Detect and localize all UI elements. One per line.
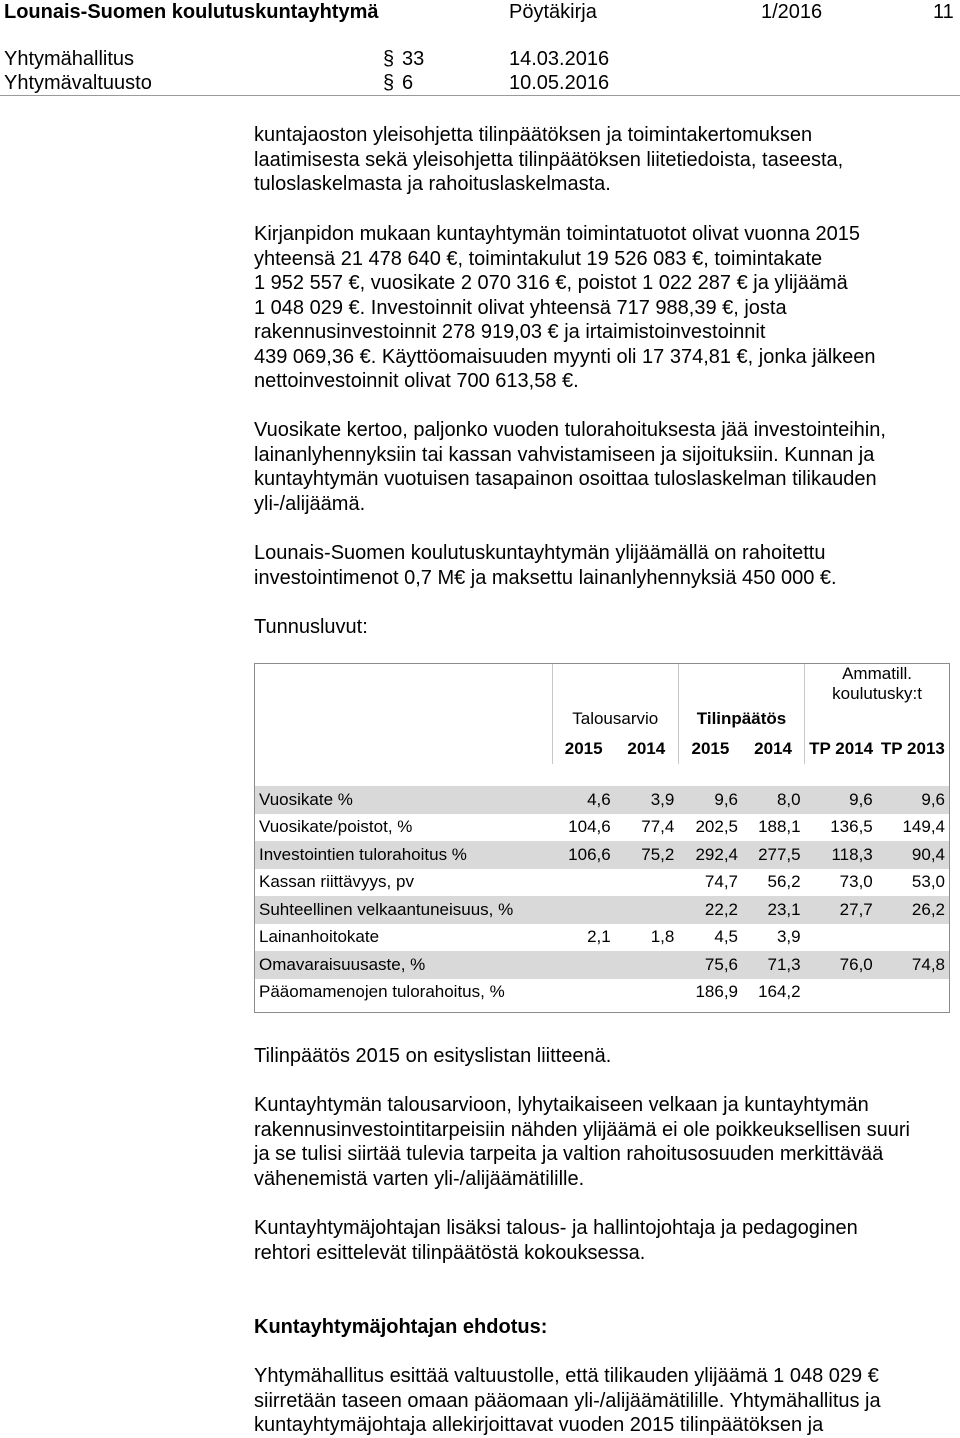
row-value <box>877 924 949 952</box>
text-line: yli-/alijäämä. <box>254 492 366 515</box>
header-body-1: Yhtymähallitus <box>4 48 135 70</box>
section-sign-1: § <box>383 48 395 70</box>
row-value: 149,4 <box>902 817 945 837</box>
row-value: 9,6 <box>805 786 877 814</box>
text-line: kuntayhtymäjohtaja allekirjoittavat vuoden 2015 tilinpäätöksen ja <box>254 1414 824 1436</box>
vocational-header-line: Ammatill. <box>842 664 912 683</box>
row-value: 56,2 <box>767 872 801 892</box>
text-line: rakennusinvestoinnit 278 919,03 € ja irtaimistoinvestoinnit <box>254 321 766 343</box>
row-value: 23,1 <box>742 896 805 924</box>
paragraph-surplus-usage <box>254 541 954 590</box>
page-number: 11 <box>933 1 954 23</box>
row-value: 22,2 <box>678 896 742 924</box>
row-label: Omavaraisuusaste, % <box>255 951 552 979</box>
paragraph-guidelines <box>254 123 954 197</box>
text-line: vähenemistä varten yli-/alijäämätilille. <box>254 1167 585 1190</box>
row-value: 104,6 <box>568 817 611 837</box>
row-label: Lainanhoitokate <box>259 927 380 947</box>
section-number-2: 6 <box>402 72 414 94</box>
vocational-header <box>805 664 949 704</box>
row-value: 53,0 <box>911 872 945 892</box>
year-header: TP 2014 <box>805 734 877 764</box>
row-value: 4,6 <box>552 786 615 814</box>
row-value <box>615 979 679 1007</box>
table-head-blank <box>805 704 949 734</box>
table-row <box>255 924 949 952</box>
row-value: 74,7 <box>704 872 739 892</box>
text-line: Lounais-Suomen koulutuskuntayhtymän ylijäämällä on rahoitettu <box>254 542 826 564</box>
row-value: 136,5 <box>830 817 873 837</box>
row-value <box>615 869 679 897</box>
text-line: laatimisesta sekä yleisohjetta tilinpäätöksen liitetiedoista, taseesta, <box>254 148 844 171</box>
text-line: tuloslaskelmasta ja rahoituslaskelmasta. <box>254 173 611 195</box>
year-header: TP 2013 <box>877 734 949 764</box>
document-number: 1/2016 <box>761 1 823 23</box>
row-value: 75,6 <box>678 951 742 979</box>
document-type: Pöytäkirja <box>509 1 597 23</box>
text-line: investointimenot 0,7 M€ ja maksettu lainanlyhennyksiä 450 000 €. <box>254 566 837 589</box>
table-head-blank <box>678 664 742 704</box>
table-corner <box>255 704 552 734</box>
row-value <box>615 896 679 924</box>
row-value: 186,9 <box>695 982 739 1002</box>
row-value: 75,2 <box>615 841 679 869</box>
row-value <box>805 979 877 1007</box>
key-figures-table <box>254 663 950 1013</box>
meeting-date-2: 10.05.2016 <box>509 72 610 94</box>
proposal-heading: Kuntayhtymäjohtajan ehdotus: <box>254 1316 548 1338</box>
paragraph-proposal <box>254 1364 954 1438</box>
row-label: Vuosikate/poistot, % <box>259 817 413 837</box>
table-corner <box>255 734 552 764</box>
text-line: nettoinvestoinnit olivat 700 613,58 €. <box>254 370 579 392</box>
text-line: 1 048 029 €. Investoinnit olivat yhteensä 717 988,39 €, josta <box>254 296 787 319</box>
row-value: 3,9 <box>776 927 801 947</box>
row-value: 164,2 <box>758 982 801 1002</box>
table-corner <box>255 664 552 704</box>
row-value: 74,8 <box>877 951 949 979</box>
year-header: 2015 <box>678 734 742 764</box>
row-value: 2,1 <box>587 927 611 947</box>
row-value: 27,7 <box>805 896 877 924</box>
row-value <box>552 896 615 924</box>
paragraph-attachment-note <box>254 1044 954 1069</box>
header-divider <box>0 95 960 96</box>
table-row <box>255 979 949 1007</box>
row-value: 277,5 <box>742 841 805 869</box>
row-value: 9,6 <box>877 786 949 814</box>
text-line: kuntayhtymän vuotuisen tasapainon osoittaa tuloslaskelman tilikauden <box>254 468 877 490</box>
paragraph-annual-margin <box>254 418 954 516</box>
row-value: 106,6 <box>552 841 615 869</box>
text-line: kuntajaoston yleisohjetta tilinpäätöksen ja toimintakertomuksen <box>254 124 813 146</box>
organization-name: Lounais-Suomen koulutuskuntayhtymä <box>4 1 379 23</box>
table-head-blank <box>552 664 615 704</box>
section-sign-2: § <box>383 72 395 94</box>
row-value: 1,8 <box>650 927 675 947</box>
table-head-blank <box>742 664 805 704</box>
row-value: 71,3 <box>742 951 805 979</box>
row-label: Kassan riittävyys, pv <box>259 872 414 892</box>
row-value: 9,6 <box>678 786 742 814</box>
table-row <box>255 869 949 897</box>
table-row <box>255 841 949 869</box>
row-value <box>552 951 615 979</box>
year-header: 2014 <box>615 734 679 764</box>
row-value: 77,4 <box>641 817 675 837</box>
table-row <box>255 814 949 842</box>
text-line: Kuntayhtymäjohtajan lisäksi talous- ja hallintojohtaja ja pedagoginen <box>254 1217 858 1239</box>
header-body-2: Yhtymävaltuusto <box>4 72 152 94</box>
row-label: Pääomamenojen tulorahoitus, % <box>259 982 505 1002</box>
row-value: 118,3 <box>805 841 877 869</box>
text-line: 439 069,36 €. Käyttöomaisuuden myynti oli 17 374,81 €, jonka jälkeen <box>254 345 876 368</box>
table-row <box>255 786 949 814</box>
year-header: 2014 <box>742 734 805 764</box>
meeting-date-1: 14.03.2016 <box>509 48 610 70</box>
row-value: 188,1 <box>758 817 801 837</box>
section-number-1: 33 <box>402 48 425 70</box>
text-line: lainanlyhennyksiin tai kassan vahvistamiseen ja sijoituksiin. Kunnan ja <box>254 443 875 466</box>
text-line: rakennusinvestointitarpeisiin nähden ylijäämä ei ole poikkeuksellisen suuri <box>254 1118 910 1141</box>
text-line: Tunnusluvut: <box>254 616 368 638</box>
text-line: siirretään taseen omaan pääomaan yli-/alijäämätilille. Yhtymähallitus ja <box>254 1389 881 1412</box>
vocational-header-line: koulutusky:t <box>832 684 922 703</box>
row-label: Vuosikate % <box>255 786 552 814</box>
table-row <box>255 951 949 979</box>
text-line: Kuntayhtymän talousarvioon, lyhytaikaiseen velkaan ja kuntayhtymän <box>254 1094 869 1116</box>
table-spacer <box>255 764 949 786</box>
row-value: 8,0 <box>742 786 805 814</box>
year-header: 2015 <box>552 734 615 764</box>
text-line: ja se tulisi siirtää tulevia tarpeita ja valtion rahoitusosuuden merkittävää <box>254 1143 884 1165</box>
text-line: rehtori esittelevät tilinpäätöstä kokouksessa. <box>254 1241 646 1264</box>
budget-header: Talousarvio <box>552 704 678 734</box>
row-value: 26,2 <box>877 896 949 924</box>
paragraph-accounting-figures <box>254 222 954 394</box>
row-value <box>615 951 679 979</box>
text-line: Kirjanpidon mukaan kuntayhtymän toimintatuotot olivat vuonna 2015 <box>254 223 860 245</box>
table-body <box>255 786 949 1006</box>
row-value: 90,4 <box>877 841 949 869</box>
row-label: Suhteellinen velkaantuneisuus, % <box>255 896 552 924</box>
row-value <box>552 869 615 897</box>
row-value: 76,0 <box>805 951 877 979</box>
row-value: 3,9 <box>615 786 679 814</box>
row-value <box>805 924 877 952</box>
row-value <box>877 979 949 1007</box>
text-line: 1 952 557 €, vuosikate 2 070 316 €, poistot 1 022 287 € ja ylijäämä <box>254 272 848 294</box>
text-line: Vuosikate kertoo, paljonko vuoden tulorahoituksesta jää investointeihin, <box>254 419 886 441</box>
row-label: Investointien tulorahoitus % <box>255 841 552 869</box>
accounts-header: Tilinpäätös <box>678 704 804 734</box>
table-row <box>255 896 949 924</box>
row-value: 4,5 <box>714 927 739 947</box>
row-value <box>552 979 615 1007</box>
row-value: 73,0 <box>839 872 873 892</box>
paragraph-presenters <box>254 1216 954 1265</box>
text-line: Tilinpäätös 2015 on esityslistan liitteenä. <box>254 1045 612 1067</box>
row-value: 292,4 <box>678 841 742 869</box>
table-head-blank <box>615 664 679 704</box>
row-value: 202,5 <box>695 817 739 837</box>
text-line: yhteensä 21 478 640 €, toimintakulut 19 526 083 €, toimintakate <box>254 247 823 270</box>
text-line: Yhtymähallitus esittää valtuustolle, että tilikauden ylijäämä 1 048 029 € <box>254 1365 879 1387</box>
key-figures-heading <box>254 615 954 640</box>
paragraph-surplus-assessment <box>254 1093 954 1191</box>
